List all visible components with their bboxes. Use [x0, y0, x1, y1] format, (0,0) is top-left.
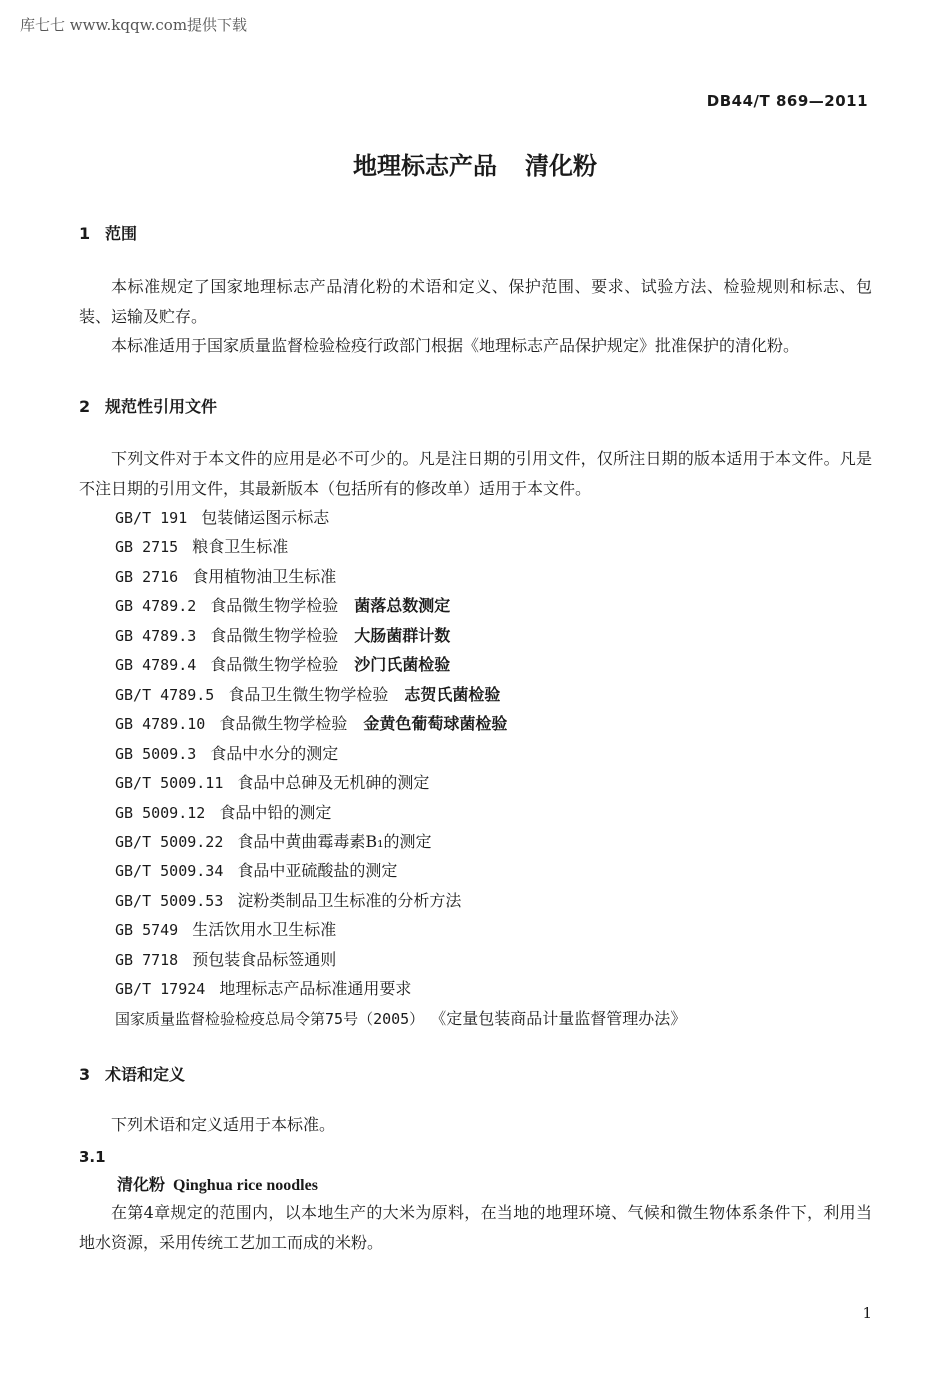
reference-item: [115, 856, 413, 886]
reference-title: 粮食卫生标准: [192, 537, 289, 557]
reference-code: GB/T 5009.34: [115, 862, 224, 881]
reference-title: 淀粉类制品卫生标准的分析方法: [237, 890, 462, 910]
term-definition: 在第4章规定的范围内，以本地生产的大米为原料，在当地的地理环境、气候和微生物体系条件下，利用当地水资源，采用传统工艺加工而成的米粉。: [79, 1203, 872, 1252]
reference-title: 食品微生物学检验: [210, 596, 339, 616]
term-chinese: 清化粉: [117, 1175, 166, 1194]
title-part2: 清化粉: [525, 152, 597, 180]
reference-item: [115, 650, 450, 680]
reference-title: 食品微生物学检验: [219, 714, 348, 734]
reference-item: [115, 827, 448, 857]
reference-title: 食品中黄曲霉毒素B₁的测定: [237, 831, 432, 851]
reference-title: 《定量包装商品计量监督管理办法》: [438, 1008, 687, 1028]
reference-item: [115, 974, 427, 1004]
reference-item: [115, 532, 304, 562]
term-entry: [117, 1172, 318, 1195]
reference-item: [115, 709, 507, 739]
reference-item: [115, 945, 352, 975]
reference-subtitle: 菌落总数测定: [354, 596, 451, 616]
reference-code: GB/T 17924: [115, 980, 206, 999]
term-english: Qinghua rice noodles: [173, 1177, 318, 1194]
reference-title: 预包装食品标签通则: [192, 949, 337, 969]
reference-code: GB 5009.3: [115, 744, 197, 763]
reference-title: 食品微生物学检验: [210, 655, 339, 675]
reference-item: [115, 503, 345, 533]
section2-num: 2: [79, 397, 91, 416]
reference-title: 生活饮用水卫生标准: [192, 920, 337, 940]
reference-title: 食品中总砷及无机砷的测定: [237, 773, 430, 793]
reference-item: [115, 680, 500, 710]
section3-intro: 下列术语和定义适用于本标准。: [111, 1115, 336, 1134]
reference-subtitle: 大肠菌群计数: [354, 625, 451, 645]
reference-item: [115, 798, 347, 828]
reference-code: GB 5749: [115, 921, 179, 940]
reference-item: [115, 886, 477, 916]
section2-intro: 下列文件对于本文件的应用是必不可少的。凡是注日期的引用文件，仅所注日期的版本适用于本文件。凡是不注日期的引用文件，其最新版本（包括所有的修改单）适用于本文件。: [79, 449, 872, 498]
section1-paragraph1: 本标准规定了国家地理标志产品清化粉的术语和定义、保护范围、要求、试验方法、检验规则和标志、包装、运输及贮存。: [79, 277, 872, 326]
reference-subtitle: 金黄色葡萄球菌检验: [363, 714, 508, 734]
reference-title: 包装储运图示标志: [201, 508, 330, 527]
reference-item: [115, 621, 450, 651]
title-part1: 地理标志产品: [353, 152, 497, 180]
reference-code: GB 7718: [115, 950, 179, 969]
section3-num: 3: [79, 1065, 91, 1084]
reference-code: GB 2715: [115, 538, 179, 557]
reference-item: [115, 739, 354, 769]
reference-code: GB 4789.10: [115, 715, 206, 734]
section2-heading: [79, 394, 217, 417]
reference-subtitle: 沙门氏菌检验: [354, 655, 451, 675]
standard-code: DB44/T 869—2011: [706, 92, 868, 110]
reference-code: GB 4789.2: [115, 597, 197, 616]
reference-code: GB 4789.4: [115, 656, 197, 675]
reference-code: GB/T 191: [115, 509, 188, 527]
reference-code: GB 2716: [115, 567, 179, 586]
reference-title: 食用植物油卫生标准: [192, 566, 337, 586]
section3-heading: [79, 1062, 185, 1085]
reference-title: 食品中铅的测定: [219, 802, 332, 822]
reference-title: 食品卫生微生物学检验: [228, 684, 389, 704]
reference-item: [115, 915, 352, 945]
reference-code: GB/T 5009.22: [115, 832, 224, 851]
reference-title: 食品微生物学检验: [210, 625, 339, 645]
section3-title: 术语和定义: [105, 1065, 186, 1084]
reference-code: GB 5009.12: [115, 803, 206, 822]
reference-code: GB/T 4789.5: [115, 685, 215, 704]
page-title: [0, 146, 950, 181]
reference-item: [115, 562, 352, 592]
section1-title: 范围: [105, 224, 138, 243]
section2-title: 规范性引用文件: [105, 397, 218, 416]
reference-title: 地理标志产品标准通用要求: [219, 979, 412, 999]
reference-item: [115, 591, 450, 621]
section1-num: 1: [79, 224, 91, 243]
reference-code: GB 4789.3: [115, 626, 197, 645]
reference-item: [115, 1004, 702, 1034]
page-number: 1: [862, 1304, 872, 1322]
reference-code: 国家质量监督检验检疫总局令第75号（2005）: [115, 1009, 425, 1028]
reference-code: GB/T 5009.11: [115, 774, 224, 793]
reference-code: GB/T 5009.53: [115, 891, 224, 910]
reference-title: 食品中亚硫酸盐的测定: [237, 861, 398, 881]
reference-subtitle: 志贺氏菌检验: [404, 684, 501, 704]
section1-paragraph2: 本标准适用于国家质量监督检验检疫行政部门根据《地理标志产品保护规定》批准保护的清化粉。: [111, 336, 800, 355]
watermark: 库七七 www.kqqw.com提供下载: [20, 16, 248, 34]
reference-item: [115, 768, 445, 798]
section1-heading: [79, 221, 137, 244]
subsection-number: 3.1: [79, 1148, 106, 1166]
reference-title: 食品中水分的测定: [210, 743, 339, 763]
